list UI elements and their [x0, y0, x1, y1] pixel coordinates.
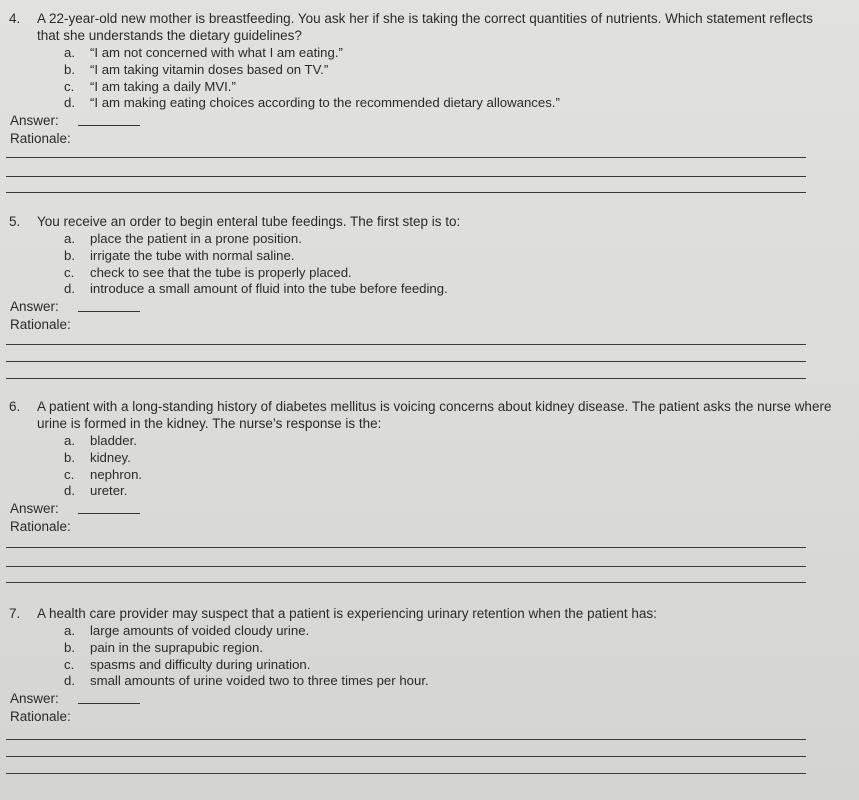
- option-c: [0, 657, 859, 674]
- rationale-line[interactable]: [6, 547, 806, 548]
- answer-blank[interactable]: [78, 125, 140, 126]
- answer-row: [0, 500, 859, 518]
- question-number: 4.: [9, 11, 21, 26]
- option-text: “I am making eating choices according to the recommended dietary allowances.”: [90, 95, 560, 111]
- option-text: large amounts of voided cloudy urine.: [90, 623, 310, 638]
- question-5: [0, 213, 859, 334]
- answer-blank[interactable]: [78, 703, 140, 704]
- answer-blank[interactable]: [78, 513, 140, 514]
- rationale-line[interactable]: [6, 157, 806, 158]
- option-letter: a.: [64, 623, 75, 638]
- question-6: [0, 398, 859, 536]
- option-text: “I am taking vitamin doses based on TV.”: [90, 61, 329, 77]
- question-text: A patient with a long-standing history of diabetes mellitus is voicing concerns about kidney disease. The patient asks the nurse where urine is formed in the kidney. The nurse’s response is the:: [37, 399, 832, 431]
- rationale-row: [0, 130, 859, 148]
- option-text: nephron.: [90, 466, 143, 482]
- option-text: kidney.: [90, 449, 131, 465]
- question-text: You receive an order to begin enteral tube feedings. The first step is to:: [37, 214, 461, 229]
- rationale-row: [0, 316, 859, 334]
- option-a: [0, 45, 859, 62]
- question-number: 7.: [9, 606, 21, 621]
- option-d: [0, 673, 859, 690]
- option-b: [0, 62, 859, 79]
- rationale-label: Rationale:: [10, 519, 71, 535]
- option-letter: a.: [64, 433, 75, 448]
- rationale-label: Rationale:: [10, 131, 71, 147]
- option-text: check to see that the tube is properly placed.: [90, 264, 352, 280]
- rationale-line[interactable]: [6, 176, 806, 177]
- options-list: [0, 45, 859, 112]
- question-number: 5.: [9, 214, 21, 229]
- option-letter: b.: [64, 639, 75, 655]
- option-d: [0, 483, 859, 500]
- rationale-label: Rationale:: [10, 709, 71, 725]
- option-letter: a.: [64, 231, 75, 246]
- rationale-line[interactable]: [6, 582, 806, 583]
- question-4: [0, 10, 859, 148]
- option-letter: b.: [64, 247, 75, 263]
- rationale-row: [0, 518, 859, 536]
- options-list: [0, 433, 859, 500]
- rationale-row: [0, 708, 859, 726]
- rationale-line[interactable]: [6, 192, 806, 193]
- option-letter: b.: [64, 449, 75, 465]
- answer-label: Answer:: [10, 691, 59, 707]
- options-list: [0, 623, 859, 690]
- option-d: [0, 281, 859, 298]
- rationale-line[interactable]: [6, 756, 806, 757]
- option-text: spasms and difficulty during urination.: [90, 656, 311, 672]
- question-stem: [0, 213, 859, 230]
- option-a: [0, 433, 859, 450]
- rationale-label: Rationale:: [10, 317, 71, 333]
- option-text: small amounts of urine voided two to three times per hour.: [90, 673, 429, 689]
- option-c: [0, 467, 859, 484]
- option-text: ureter.: [90, 483, 128, 499]
- rationale-line[interactable]: [6, 566, 806, 567]
- option-letter: d.: [64, 281, 75, 297]
- option-letter: a.: [64, 45, 75, 60]
- rationale-line[interactable]: [6, 773, 806, 774]
- option-letter: c.: [64, 466, 75, 482]
- option-text: “I am not concerned with what I am eating.”: [90, 45, 343, 60]
- rationale-line[interactable]: [6, 344, 806, 345]
- option-text: introduce a small amount of fluid into the tube before feeding.: [90, 281, 448, 297]
- question-stem: [0, 10, 859, 44]
- option-a: [0, 623, 859, 640]
- question-text: A 22-year-old new mother is breastfeeding. You ask her if she is taking the correct quantities of nutrients. Which statement reflects that she understands the dietary guidelines?: [37, 11, 813, 43]
- options-list: [0, 231, 859, 298]
- option-letter: d.: [64, 483, 75, 499]
- option-letter: c.: [64, 656, 75, 672]
- option-b: [0, 450, 859, 467]
- question-stem: [0, 605, 859, 622]
- answer-label: Answer:: [10, 501, 59, 517]
- question-text: A health care provider may suspect that a patient is experiencing urinary retention when the patient has:: [37, 606, 657, 621]
- answer-row: [0, 112, 859, 130]
- option-d: [0, 95, 859, 112]
- option-text: pain in the suprapubic region.: [90, 639, 264, 655]
- option-c: [0, 79, 859, 96]
- rationale-line[interactable]: [6, 739, 806, 740]
- option-letter: c.: [64, 78, 75, 94]
- option-b: [0, 248, 859, 265]
- answer-row: [0, 690, 859, 708]
- option-letter: c.: [64, 264, 75, 280]
- option-text: irrigate the tube with normal saline.: [90, 247, 295, 263]
- option-text: place the patient in a prone position.: [90, 231, 302, 246]
- option-letter: b.: [64, 61, 75, 77]
- answer-row: [0, 298, 859, 316]
- option-b: [0, 640, 859, 657]
- rationale-line[interactable]: [6, 378, 806, 379]
- question-number: 6.: [9, 399, 21, 414]
- option-a: [0, 231, 859, 248]
- option-text: “I am taking a daily MVI.”: [90, 78, 236, 94]
- answer-label: Answer:: [10, 299, 59, 315]
- answer-blank[interactable]: [78, 311, 140, 312]
- question-7: [0, 605, 859, 726]
- option-c: [0, 265, 859, 282]
- option-letter: d.: [64, 673, 75, 689]
- rationale-line[interactable]: [6, 361, 806, 362]
- answer-label: Answer:: [10, 113, 59, 129]
- question-stem: [0, 398, 859, 432]
- option-letter: d.: [64, 95, 75, 111]
- option-text: bladder.: [90, 433, 137, 448]
